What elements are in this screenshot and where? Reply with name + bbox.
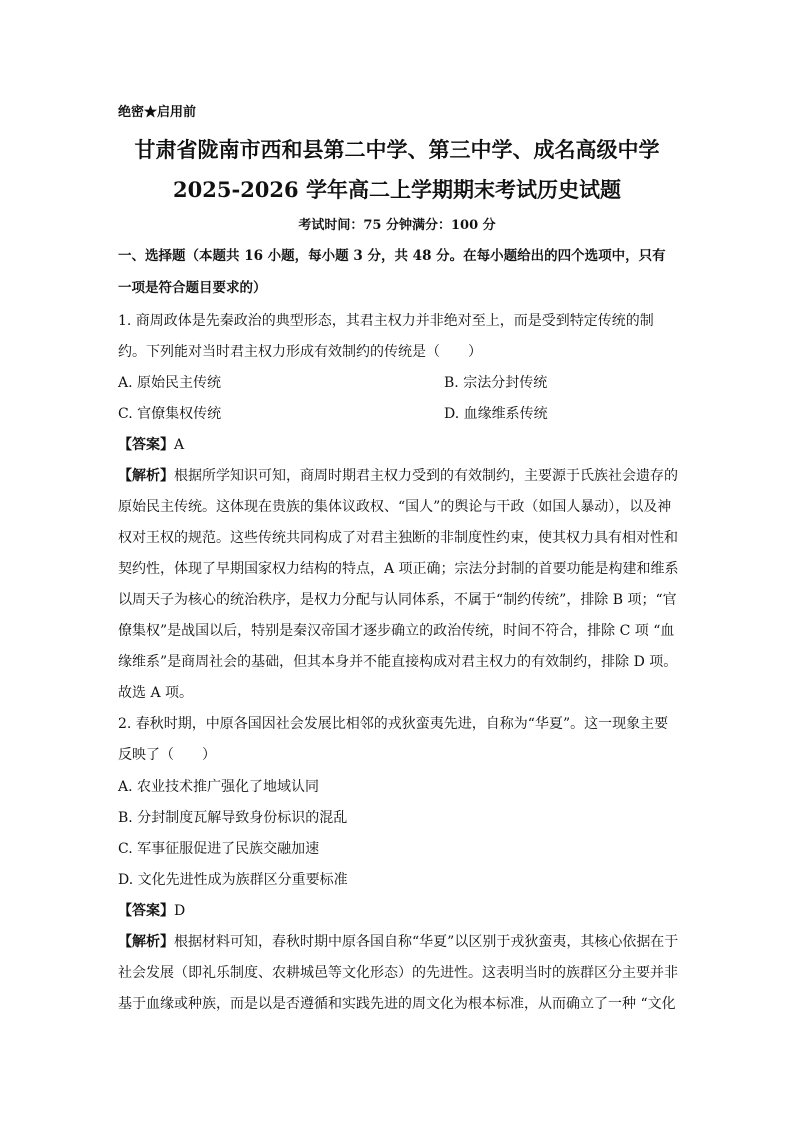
q2-option-b: B. 分封制度瓦解导致身份标识的混乱	[118, 810, 348, 826]
q1-answer	[118, 435, 184, 455]
q2-analysis-line	[118, 932, 678, 952]
q1-stem-line2: 约。下列能对当时君主权力形成有效制约的传统是（ ）	[118, 344, 482, 360]
q2-analysis-line: 社会发展（即礼乐制度、农耕城邑等文化形态）的先进性。这表明当时的族群区分主要并非	[118, 965, 678, 981]
section-heading-line1: 一、选择题（本题共 16 小题，每小题 3 分，共 48 分。在每小题给出的四个选项中，只有	[118, 248, 666, 264]
q2-answer	[118, 901, 185, 921]
q2-option-a: A. 农业技术推广强化了地域认同	[118, 779, 320, 795]
analysis-tag: 【解析】	[118, 468, 174, 484]
analysis-text: 根据材料可知，春秋时期中原各国自称“华夏”以区别于戎狄蛮夷，其核心依据在于	[174, 934, 679, 950]
answer-value: A	[174, 437, 185, 453]
exam-meta: 考试时间：75 分钟满分：100 分	[298, 218, 496, 233]
q2-stem-line2: 反映了（ ）	[118, 747, 216, 763]
exam-title-line1: 甘肃省陇南市西和县第二中学、第三中学、成名高级中学	[134, 137, 660, 162]
q1-stem-line1: 1. 商周政体是先秦政治的典型形态，其君主权力并非绝对至上，而是受到特定传统的制	[118, 313, 654, 329]
q1-analysis-line: 缘维系”是商周社会的基础，但其本身并不能直接构成对君主权力的有效制约，排除 D 项。	[118, 654, 678, 670]
answer-tag: 【答案】	[118, 437, 174, 453]
q1-analysis-line: 权对王权的规范。这些传统共同构成了对君主独断的非制度性约束，使其权力具有相对性和	[118, 530, 678, 546]
q1-option-b: B. 宗法分封传统	[444, 375, 548, 391]
q1-analysis-line: 僚集权”是战国以后，特别是秦汉帝国才逐步确立的政治传统，时间不符合，排除 C 项 “血	[118, 623, 675, 639]
q2-option-d: D. 文化先进性成为族群区分重要标准	[118, 872, 348, 888]
exam-title-line2: 2025-2026 学年高二上学期期末考试历史试题	[173, 177, 621, 202]
q2-stem-line1: 2. 春秋时期，中原各国因社会发展比相邻的戎狄蛮夷先进，自称为“华夏”。这一现象主要	[118, 716, 669, 732]
section-heading-line2: 一项是符合题目要求的）	[118, 280, 267, 296]
q2-analysis-line: 基于血缘或种族，而是以是否遵循和实践先进的周文化为根本标准，从而确立了一种 “文化	[118, 996, 676, 1012]
secret-label: 绝密★启用前	[118, 105, 197, 120]
q1-analysis-line: 原始民主传统。这体现在贵族的集体议政权、“国人”的舆论与干政（如国人暴动），以及神	[118, 499, 672, 515]
analysis-text: 根据所学知识可知，商周时期君主权力受到的有效制约，主要源于氏族社会遗存的	[174, 468, 678, 484]
q1-analysis-line: 以周天子为核心的统治秩序，是权力分配与认同体系，不属于“制约传统”，排除 B 项；“官	[118, 592, 677, 608]
q1-analysis-line: 故选 A 项。	[118, 685, 194, 701]
q1-analysis-line	[118, 466, 678, 486]
q2-option-c: C. 军事征服促进了民族交融加速	[118, 841, 320, 857]
analysis-tag: 【解析】	[118, 934, 174, 950]
q1-option-d: D. 血缘维系传统	[444, 406, 548, 422]
q1-option-c: C. 官僚集权传统	[118, 406, 222, 422]
answer-tag: 【答案】	[118, 903, 174, 919]
q1-analysis-line: 契约性，体现了早期国家权力结构的特点，A 项正确；宗法分封制的首要功能是构建和维系	[118, 561, 679, 577]
answer-value: D	[174, 903, 186, 919]
q1-option-a: A. 原始民主传统	[118, 375, 222, 391]
